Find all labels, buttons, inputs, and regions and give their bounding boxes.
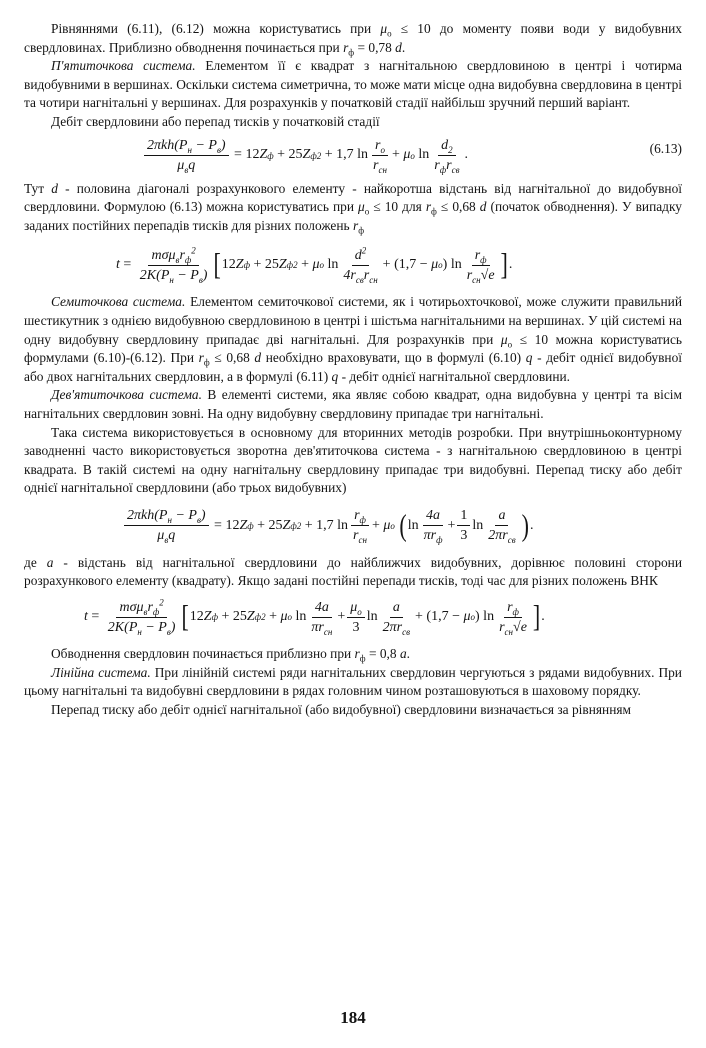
paragraph-initial-stage: Дебіт свердловини або перепад тисків у початковій стадії: [51, 113, 380, 129]
equation-nine-spot: $\frac{2\pi kh(P_н - P_в)}{\mu_вq}$ = 12 Z ф + 25 Z ф 2 + 1,7 ln $\frac{r_ф}{r_{сн}}$ + μ о ( ln $\frac{4a}{\pi r_ф}$ + $\frac{1}{3}$ ln $\frac{a}{2\pi r_{св}}$ ) .: [24, 502, 682, 550]
paragraph-1: Рівняннями (6.11), (6.12) можна користуватись при $\mu_о \le 10$ до моменту появи води у видобувних свердловинах. Приблизно обводнення починається при $r_ф = 0,78$ d.: [24, 21, 682, 58]
paragraph-where-d: Тут d - половина діагоналі розрахункового елементу - найкоротша відстань від нагнітальної до видобувної свердловини. Формулою (6.13) можна користуватись при $\mu_о \le 10$ для $r_ф \le 0,68$ d (початок обводнення). У випадку заданих постійних перепадів тисків для різних положень $r_ф$: [24, 180, 683, 236]
section-title-seven-spot: Семиточкова система.: [51, 294, 186, 310]
paragraph-seven-spot: Семиточкова система. Елементом семиточкової системи, як і чотирьохточкової, може служити правильний шестикутник з однією видобувною свердловиною в центрі і шістьма нагнітальними на вершинах. У цій системі на одну видобувну свердловину припадає дві нагнітальні. Для розрахунків при $\mu_о \le 10$ можна користуватись формулами (6.10)-(6.12). При $r_ф \le 0,68$ d необхідно враховувати, що в формулі (6.10) q - дебіт однієї видобувної або двох нагнітальних свердловин, а в формулі (6.11) q - дебіт однієї нагнітальної свердловини.: [24, 294, 683, 384]
paragraph-five-spot: [24, 57, 682, 113]
equation-time-five-spot: t = $\frac{m\sigma\mu_вr_ф^2}{2K(P_н - P_в)}$ [ 12 Z ф + 25 Z ф 2 + μ о ln $\frac{d^2}{4r_{св}r_{сн}}$ + (1,7 − μ о ) ln $\frac{r_ф}{r_{сн}√e}$ ] .: [116, 245, 513, 285]
paragraph-where-a: де a - відстань від нагнітальної свердловини до найближчих видобувних, дорівнює половині сторони розрахункового елементу (квадрату). Якщо задані постійні перепади тисків, тоді час для різних положень ВНК: [24, 554, 682, 589]
paragraph-linear: [24, 664, 682, 701]
page-number: 184: [340, 1008, 366, 1027]
paragraph-watering-start: Обводнення свердловин починається приблизно при $r_ф = 0,8$ a.: [51, 646, 411, 664]
paragraph-inverted-nine-spot: Така система використовується в основному для вторинних методів розробки. При внутрішньоконтурному заводненні часто використовується зворотна дев'ятиточкова система - з нагнітальною свердловиною в центрі квадрата. В такій системі на одну нагнітальну свердловину припадає три видобувні. Перепад тиску або дебіт однієї нагнітальної свердловини (або трьох видобувних): [24, 424, 682, 496]
equation-number: (6.13): [649, 140, 682, 156]
paragraph-five-spot-body: Елементом її є квадрат з нагнітальною свердловиною в центрі і чотирма видобувними в вершинах. Оскільки система симетрична, то може мати місце одна видобувна свердловина в центрі та чотири нагнітальні у вершинах. Для розрахунків у початковій стадії найбільш зручний перший варіант.: [24, 58, 682, 111]
section-title-five-spot: П'ятиточкова система.: [51, 58, 196, 74]
equation-6-13: $\frac{2\pi kh(P_н - P_в)}{\mu_вq}$ = 12 Z ф + 25 Z ф 2 + 1,7 ln $\frac{r_о}{r_{сн}}$ + μ о ln $\frac{d_2}{r_фr_{св}}$ . (6.13): [24, 132, 682, 180]
paragraph-linear-body: При лінійній системі ряди нагнітальних свердловин чергуються з рядами видобувних. При цьому нагнітальні та видобувні свердловини в рядах головним чином розташовуються в шаховому порядку.: [24, 664, 682, 699]
section-title-linear: Лінійна система.: [51, 664, 151, 680]
paragraph-nine-spot-body: В елементі системи, яка являє собою квадрат, одна видобувна у центрі та вісім нагнітальних свердловин зовні. На одну видобувну свердловину припадає три нагнітальні.: [24, 387, 682, 421]
section-title-nine-spot: Дев'ятиточкова система.: [51, 387, 202, 403]
paragraph-nine-spot: [24, 386, 682, 423]
paragraph-pressure-drop: Перепад тиску або дебіт однієї нагнітальної (або видобувної) свердловини визначається за рівнянням: [51, 701, 632, 717]
equation-time-nine-spot: t = $\frac{m\sigma\mu_вr_ф^2}{2K(P_н - P_в)}$ [ 12 Z ф + 25 Z ф 2 + μ о ln $\frac{4a}{\pi r_{сн}}$ + $\frac{\mu_о}{3}$ ln $\frac{a}{2\pi r_{св}}$ + (1,7 − μ о ) ln $\frac{r_ф}{r_{сн}√e}$ ] .: [84, 596, 545, 637]
